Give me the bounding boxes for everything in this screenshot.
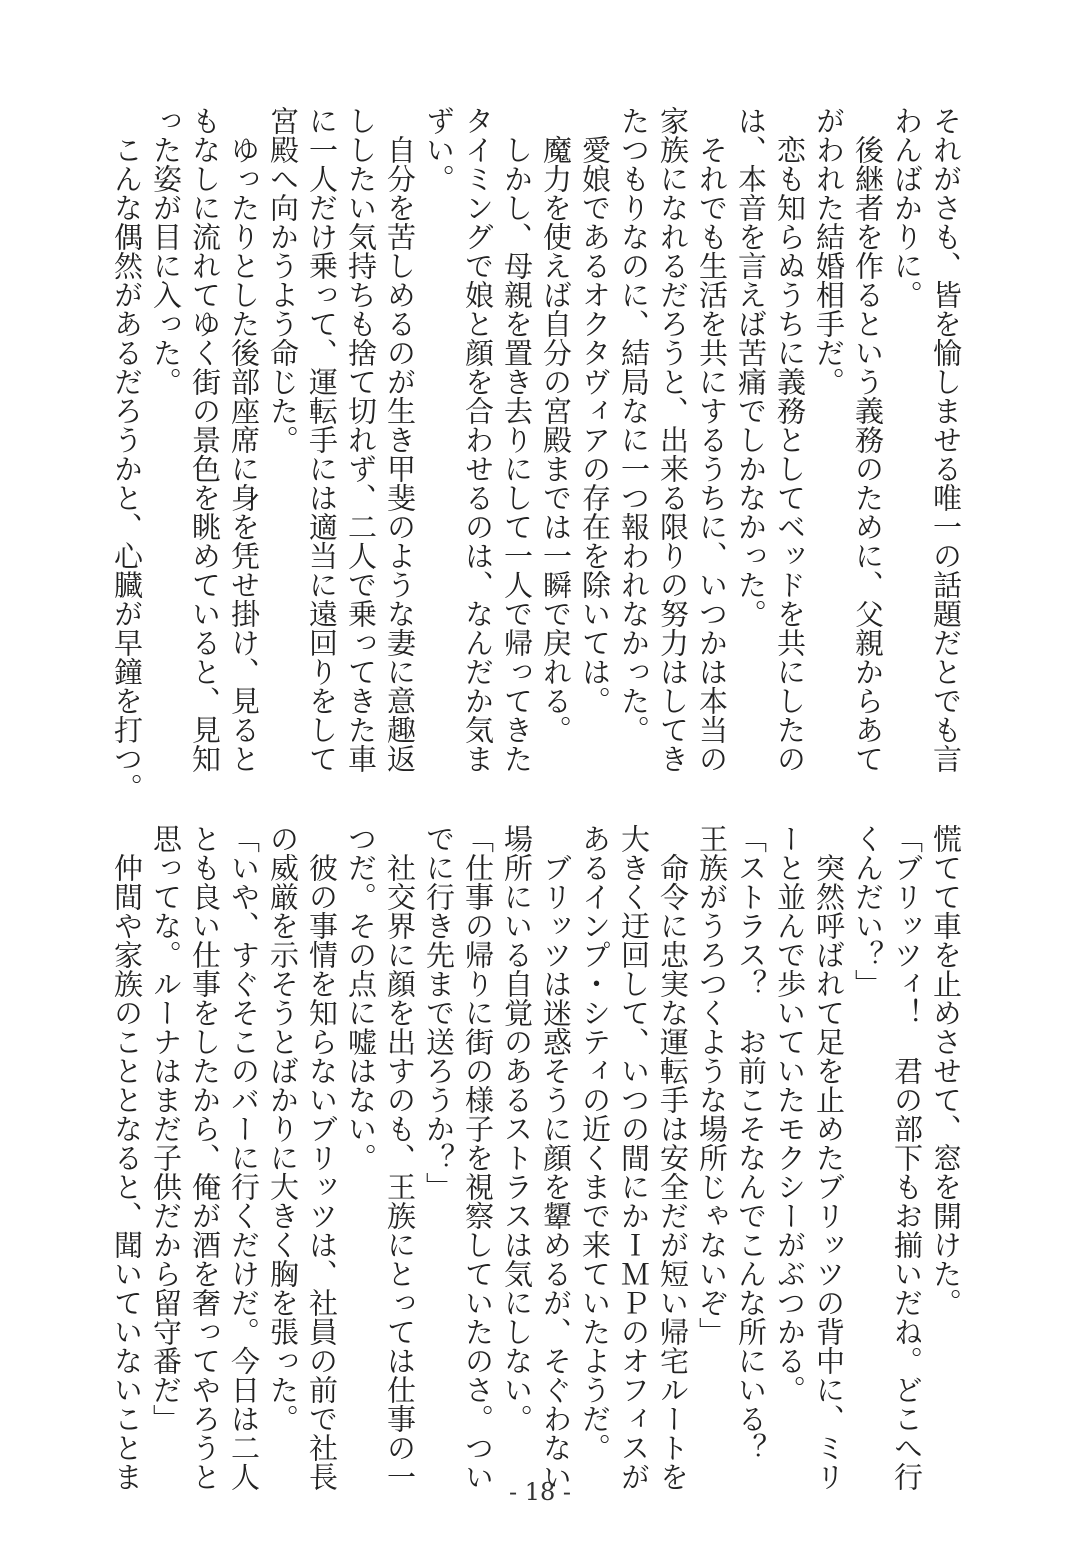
text-column: 家族になれるだろうと、出来る限りの努力はしてき <box>656 106 690 773</box>
text-column: 後継者を作るという義務のために、父親からあて <box>851 106 885 773</box>
text-column: 大きく迂回して、いつの間にかＩＭＰのオフィスが <box>617 824 651 1491</box>
text-column: 「ストラス？ お前こそなんでこんな所にいる？ <box>734 824 768 1462</box>
text-column: 仲間や家族のこととなると、聞いていないことま <box>110 824 144 1491</box>
text-column: 「いや、すぐそこのバーに行くだけだ。今日は二人 <box>227 824 261 1491</box>
text-column: 場所にいる自覚のあるストラスは気にしない。 <box>500 824 534 1433</box>
text-column: つだ。その点に嘘はない。 <box>344 824 378 1172</box>
text-column: 命令に忠実な運転手は安全だが短い帰宅ルートを <box>656 824 690 1491</box>
text-column: ずい。 <box>422 106 456 193</box>
page-number: - 18 - <box>508 1478 571 1506</box>
text-column: 「仕事の帰りに街の様子を視察していたのさ。つい <box>461 824 495 1491</box>
text-column: 突然呼ばれて足を止めたブリッツの背中に、ミリ <box>812 824 846 1491</box>
text-column: った姿が目に入った。 <box>149 106 183 396</box>
text-column: 魔力を使えば自分の宮殿までは一瞬で戻れる。 <box>539 106 573 744</box>
text-column: ししたい気持ちも捨て切れず、二人で乗ってきた車 <box>344 106 378 773</box>
text-column: もなしに流れてゆく街の景色を眺めていると、見知 <box>188 106 222 773</box>
text-column: くんだい？」 <box>851 824 885 998</box>
text-column: 彼の事情を知らないブリッツは、社員の前で社長 <box>305 824 339 1491</box>
text-column: あるインプ・シティの近くまで来ていたようだ。 <box>578 824 612 1462</box>
text-column: タイミングで娘と顔を合わせるのは、なんだか気ま <box>461 106 495 773</box>
text-column: 思ってな。ルーナはまだ子供だから留守番だ」 <box>149 824 183 1433</box>
text-column: 社交界に顔を出すのも、王族にとっては仕事の一 <box>383 824 417 1491</box>
text-column: は、本音を言えば苦痛でしかなかった。 <box>734 106 768 628</box>
text-column: 愛娘であるオクタヴィアの存在を除いては。 <box>578 106 612 715</box>
text-block-top <box>105 106 965 802</box>
text-column: 慌てて車を止めさせて、窓を開けた。 <box>929 824 963 1317</box>
text-column: ゆったりとした後部座席に身を凭せ掛け、見ると <box>227 106 261 773</box>
text-column: 恋も知らぬうちに義務としてベッドを共にしたの <box>773 106 807 773</box>
text-column: ーと並んで歩いていたモクシーがぶつかる。 <box>773 824 807 1404</box>
text-column: それがさも、皆を愉しませる唯一の話題だとでも言 <box>929 106 963 773</box>
text-column: とも良い仕事をしたから、俺が酒を奢ってやろうと <box>188 824 222 1491</box>
text-column: 宮殿へ向かうよう命じた。 <box>266 106 300 454</box>
text-column: 自分を苦しめるのが生き甲斐のような妻に意趣返 <box>383 106 417 773</box>
text-column: に一人だけ乗って、運転手には適当に遠回りをして <box>305 106 339 773</box>
text-column: それでも生活を共にするうちに、いつかは本当の <box>695 106 729 773</box>
text-column: がわれた結婚相手だ。 <box>812 106 846 396</box>
text-column: でに行き先まで送ろうか？」 <box>422 824 456 1201</box>
text-column: しかし、母親を置き去りにして一人で帰ってきた <box>500 106 534 773</box>
text-column: の威厳を示そうとばかりに大きく胸を張った。 <box>266 824 300 1433</box>
text-column: たつもりなのに、結局なに一つ報われなかった。 <box>617 106 651 744</box>
text-column: こんな偶然があるだろうかと、心臓が早鐘を打つ。 <box>110 106 144 802</box>
text-column: 「ブリッツィ！ 君の部下もお揃いだね。どこへ行 <box>890 824 924 1491</box>
text-column: ブリッツは迷惑そうに顔を顰めるが、そぐわない <box>539 824 573 1491</box>
text-column: 王族がうろつくような場所じゃないぞ」 <box>695 824 729 1346</box>
text-column: わんばかりに。 <box>890 106 924 309</box>
text-block-bottom <box>105 824 965 1491</box>
